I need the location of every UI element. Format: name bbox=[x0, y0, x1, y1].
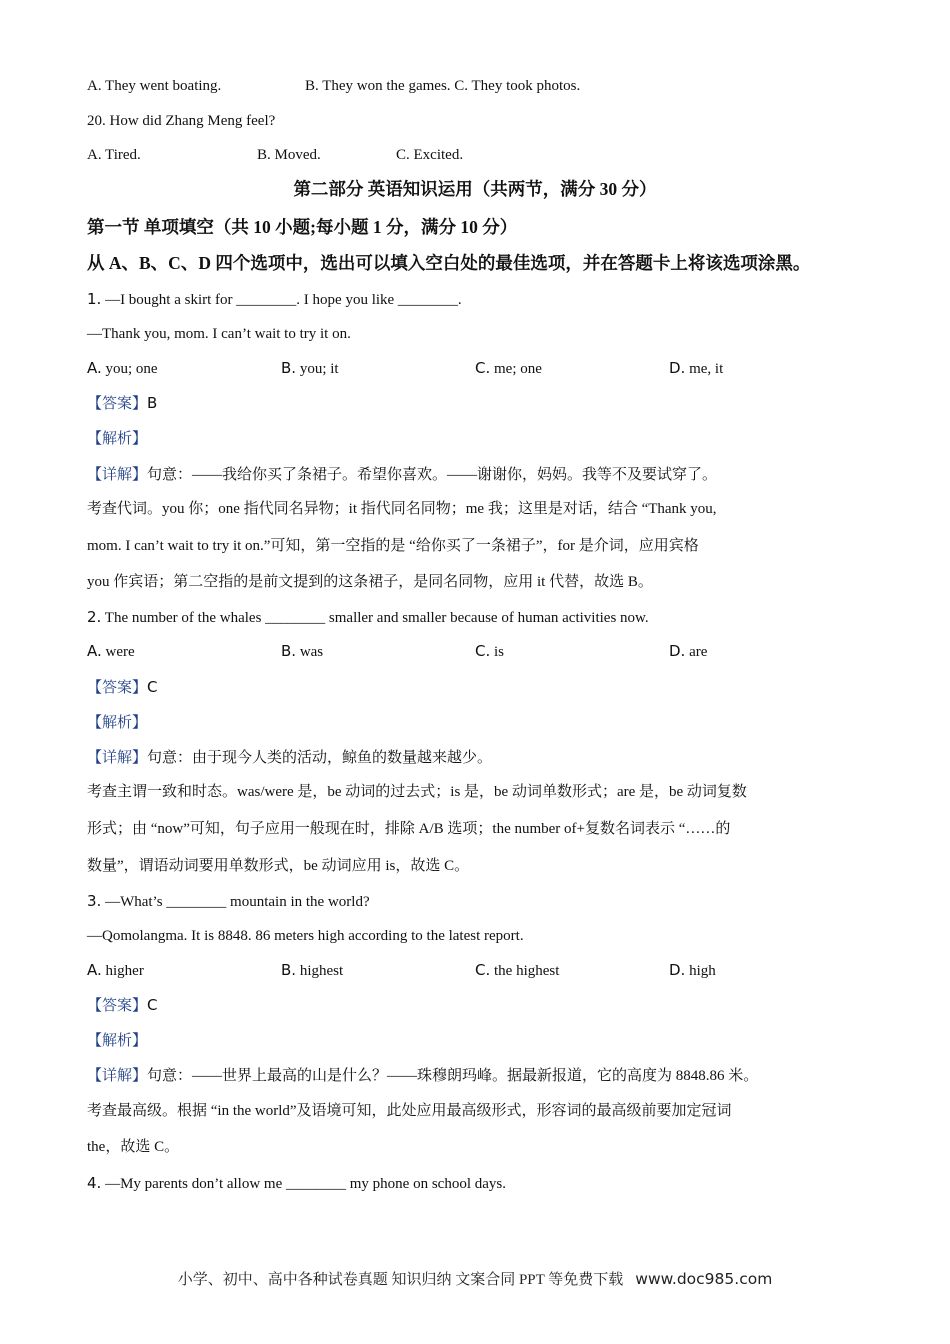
q2-explanation-2: 形式；由 “now”可知，句子应用一般现在时，排除 A/B 选项；the number of+复数名词表示 “……的 bbox=[87, 821, 731, 837]
q20-option-c: C. Excited. bbox=[396, 147, 464, 163]
q4-text: —My parents don’t allow me ________ my phone on school days. bbox=[101, 1176, 506, 1192]
q3-answer: 【答案】C bbox=[87, 996, 158, 1014]
q1-question bbox=[87, 288, 462, 311]
q1-analysis-tag: 【解析】 bbox=[87, 431, 148, 447]
q2-number: 2. bbox=[87, 608, 102, 626]
q20-question: 20. How did Zhang Meng feel? bbox=[87, 113, 276, 129]
q4-number: 4. bbox=[87, 1174, 102, 1192]
q1-detail: 【详解】句意：——我给你买了条裙子。希望你喜欢。——谢谢你，妈妈。我等不及要试穿了。 bbox=[87, 467, 718, 483]
q2-option-a: A. were bbox=[87, 642, 135, 660]
q1-explanation-3: you 作宾语；第二空指的是前文提到的这条裙子，是同名同物，应用 it 代替，故选 B。 bbox=[87, 574, 653, 590]
q3-analysis-tag: 【解析】 bbox=[87, 1033, 148, 1049]
q1-number: 1. bbox=[87, 290, 102, 308]
q2-explanation-1: 考查主谓一致和时态。was/were 是，be 动词的过去式；is 是，be 动词单数形式；are 是，be 动词复数 bbox=[87, 784, 747, 800]
q3-question bbox=[87, 890, 370, 913]
q20-option-a: A. Tired. bbox=[87, 147, 141, 163]
q3-option-a: A. higher bbox=[87, 961, 144, 979]
footer-url[interactable]: www.doc985.com bbox=[635, 1270, 773, 1288]
q2-detail: 【详解】句意：由于现今人类的活动，鲸鱼的数量越来越少。 bbox=[87, 750, 493, 766]
q1-explanation-1: 考查代词。you 你；one 指代同名异物；it 指代同名同物；me 我；这里是对话，结合 “Thank you, bbox=[87, 501, 717, 517]
part2-title: 第二部分 英语知识运用（共两节，满分 30 分） bbox=[293, 179, 657, 199]
q2-analysis-tag: 【解析】 bbox=[87, 715, 148, 731]
q2-option-c: C. is bbox=[475, 642, 505, 660]
q3-option-c: C. the highest bbox=[475, 961, 560, 979]
footer-text: 小学、初中、高中各种试卷真题 知识归纳 文案合同 PPT 等免费下载 bbox=[177, 1272, 624, 1288]
q1-option-c: C. me; one bbox=[475, 359, 542, 377]
q19-option-a: A. They went boating. bbox=[87, 78, 222, 94]
q3-option-b: B. highest bbox=[281, 961, 344, 979]
q3-number: 3. bbox=[87, 892, 102, 910]
q2-text: The number of the whales ________ smaller and smaller because of human activities now. bbox=[101, 610, 649, 626]
q1-answer: 【答案】B bbox=[87, 394, 158, 412]
section1-instruction: 从 A、B、C、D 四个选项中，选出可以填入空白处的最佳选项，并在答题卡上将该选项涂黑。 bbox=[87, 253, 811, 273]
q3-explanation-1: 考查最高级。根据 “in the world”及语境可知，此处应用最高级形式，形容词的最高级前要加定冠词 bbox=[87, 1103, 732, 1119]
q20-option-b: B. Moved. bbox=[257, 147, 321, 163]
q2-option-d: D. are bbox=[669, 642, 708, 660]
q1-option-d: D. me, it bbox=[669, 359, 724, 377]
q2-question bbox=[87, 606, 649, 629]
page-footer bbox=[0, 1268, 950, 1291]
q19-option-bc: B. They won the games. C. They took photos. bbox=[305, 78, 581, 94]
q4-question bbox=[87, 1172, 506, 1195]
q2-explanation-3: 数量”，谓语动词要用单数形式，be 动词应用 is，故选 C。 bbox=[87, 858, 470, 874]
q1-option-a: A. you; one bbox=[87, 359, 158, 377]
section1-title: 第一节 单项填空（共 10 小题;每小题 1 分，满分 10 分） bbox=[87, 217, 518, 237]
q1-option-b: B. you; it bbox=[281, 359, 339, 377]
q1-reply: —Thank you, mom. I can’t wait to try it on. bbox=[87, 326, 351, 342]
q3-text: —What’s ________ mountain in the world? bbox=[101, 894, 370, 910]
q2-option-b: B. was bbox=[281, 642, 324, 660]
q1-text: —I bought a skirt for ________. I hope you like ________. bbox=[101, 292, 462, 308]
q1-explanation-2: mom. I can’t wait to try it on.”可知，第一空指的是 “给你买了一条裙子”，for 是介词，应用宾格 bbox=[87, 538, 699, 554]
q3-reply: —Qomolangma. It is 8848. 86 meters high according to the latest report. bbox=[87, 928, 524, 944]
q3-option-d: D. high bbox=[669, 961, 716, 979]
q3-detail: 【详解】句意：——世界上最高的山是什么？——珠穆朗玛峰。据最新报道，它的高度为 8848.86 米。 bbox=[87, 1068, 759, 1084]
q2-answer: 【答案】C bbox=[87, 678, 158, 696]
q3-explanation-2: the，故选 C。 bbox=[87, 1139, 180, 1155]
